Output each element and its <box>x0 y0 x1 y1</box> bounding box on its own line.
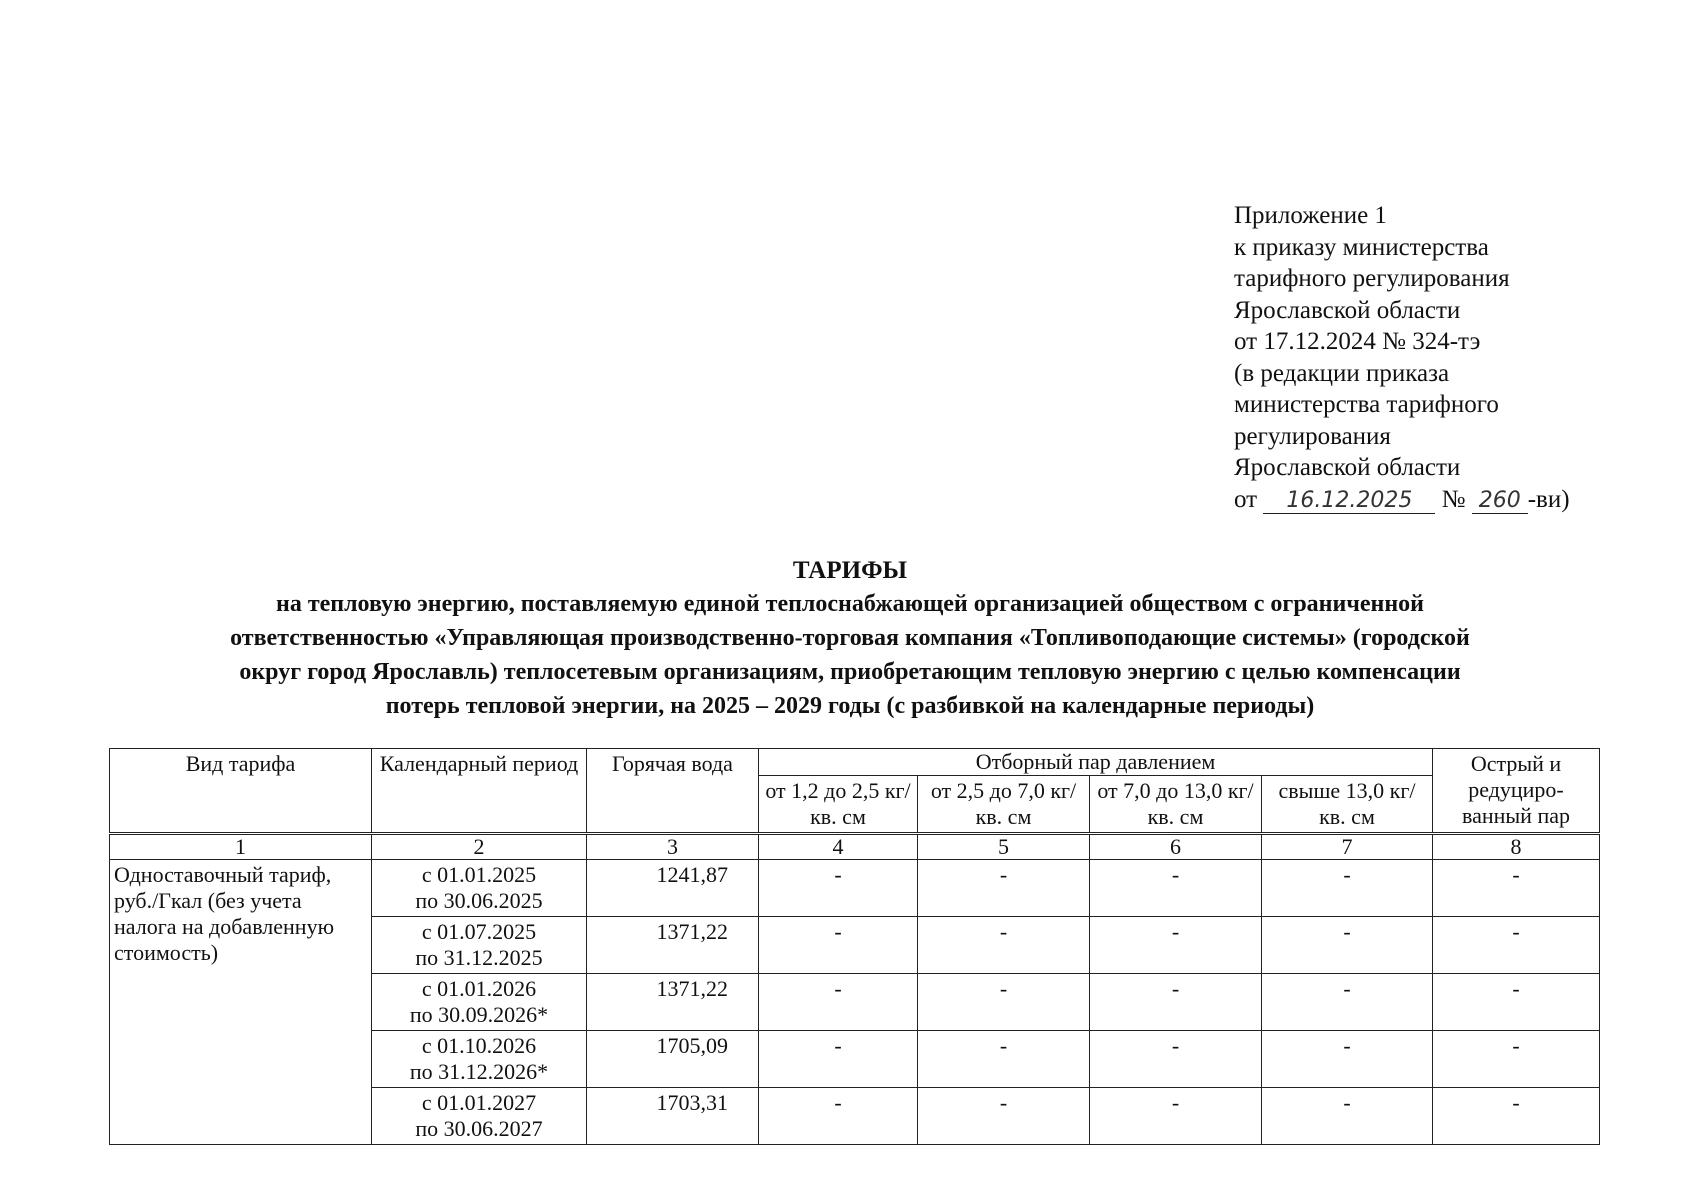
period-cell <box>372 917 587 974</box>
annex-line: регулирования <box>1234 422 1391 450</box>
title-subtitle-line: ответственностью «Управляющая производственно-торговая компания «Топливоподающие системы» (городской <box>230 625 1470 651</box>
annex-line: Ярославской области <box>1234 454 1461 481</box>
column-number: 7 <box>1262 834 1433 860</box>
handwritten-number: 260 <box>1472 489 1528 514</box>
column-number: 1 <box>110 834 372 860</box>
header-steam-2: от 2,5 до 7,0 кг/ кв. см <box>918 776 1090 834</box>
annex-line: Ярославской области <box>1234 296 1461 324</box>
steam-4-value: - <box>1262 917 1433 974</box>
header-sharp-steam: Острый и редуциро-ванный пар <box>1433 749 1600 834</box>
period-from: с 01.01.2026 <box>421 976 537 1001</box>
annex-line: Приложение 1 <box>1234 202 1387 229</box>
steam-1-value: - <box>759 1088 918 1145</box>
sharp-steam-value: - <box>1433 1031 1600 1088</box>
steam-1-value: - <box>759 1031 918 1088</box>
column-number-row <box>110 834 1600 860</box>
title-subtitle-line: на тепловую энергию, поставляемую единой теплоснабжающей организацией обществом с ограниченной <box>275 591 1424 617</box>
steam-1-value: - <box>759 860 918 917</box>
steam-2-value: - <box>918 1031 1090 1088</box>
annex-suffix: -ви) <box>1527 485 1570 513</box>
steam-4-value: - <box>1262 974 1433 1031</box>
steam-3-value: - <box>1090 974 1262 1031</box>
annex-line: от 17.12.2024 № 324-тэ <box>1234 328 1481 355</box>
header-row <box>110 749 1600 776</box>
title-heading: ТАРИФЫ <box>792 557 908 584</box>
annex-line: к приказу министерства <box>1234 233 1489 261</box>
column-number: 5 <box>918 834 1090 860</box>
header-hot-water: Горячая вода <box>587 749 759 834</box>
steam-3-value: - <box>1090 917 1262 974</box>
title-subtitle-line: округ город Ярославль) теплосетевым организациям, приобретающим тепловую энергию с целью компенсации <box>239 659 1461 685</box>
annex-note <box>1234 200 1570 515</box>
period-from: с 01.10.2026 <box>421 1033 537 1058</box>
annex-line: (в редакции приказа <box>1234 359 1450 387</box>
annex-line: тарифного регулирования <box>1234 265 1510 292</box>
period-from: с 01.07.2025 <box>421 919 537 944</box>
steam-3-value: - <box>1090 860 1262 917</box>
period-to: по 30.06.2025 <box>415 888 543 913</box>
column-number: 6 <box>1090 834 1262 860</box>
period-to: по 30.06.2027 <box>415 1116 543 1141</box>
period-cell <box>372 974 587 1031</box>
annex-edition-line <box>1234 484 1570 516</box>
steam-2-value: - <box>918 974 1090 1031</box>
hot-water-value: 1703,31 <box>587 1088 759 1145</box>
column-number: 4 <box>759 834 918 860</box>
sharp-steam-value: - <box>1433 917 1600 974</box>
steam-4-value: - <box>1262 1031 1433 1088</box>
header-steam-4: свыше 13,0 кг/ кв. см <box>1262 776 1433 834</box>
handwritten-date: 16.12.2025 <box>1263 489 1435 514</box>
hot-water-value: 1241,87 <box>587 860 759 917</box>
period-to: по 31.12.2026* <box>409 1059 549 1084</box>
period-to: по 31.12.2025 <box>415 945 543 970</box>
steam-2-value: - <box>918 917 1090 974</box>
period-cell <box>372 1088 587 1145</box>
hot-water-value: 1371,22 <box>587 974 759 1031</box>
steam-3-value: - <box>1090 1031 1262 1088</box>
header-steam-1: от 1,2 до 2,5 кг/ кв. см <box>759 776 918 834</box>
document-title <box>100 556 1600 722</box>
steam-1-value: - <box>759 974 918 1031</box>
period-to: по 30.09.2026* <box>409 1002 549 1027</box>
period-from: с 01.01.2025 <box>421 862 537 887</box>
sharp-steam-value: - <box>1433 974 1600 1031</box>
header-steam-group: Отборный пар давлением <box>759 749 1433 776</box>
header-period: Календарный период <box>372 749 587 834</box>
steam-1-value: - <box>759 917 918 974</box>
annex-prefix: от <box>1234 485 1264 513</box>
sharp-steam-value: - <box>1433 1088 1600 1145</box>
column-number: 2 <box>372 834 587 860</box>
steam-4-value: - <box>1262 860 1433 917</box>
header-kind: Вид тарифа <box>110 749 372 834</box>
period-cell <box>372 1031 587 1088</box>
header-steam-3: от 7,0 до 13,0 кг/ кв. см <box>1090 776 1262 834</box>
period-from: с 01.01.2027 <box>421 1090 537 1115</box>
hot-water-value: 1705,09 <box>587 1031 759 1088</box>
table-row <box>110 860 1600 917</box>
column-number: 8 <box>1433 834 1600 860</box>
hot-water-value: 1371,22 <box>587 917 759 974</box>
tariff-table <box>109 748 1600 1145</box>
sharp-steam-value: - <box>1433 860 1600 917</box>
steam-2-value: - <box>918 860 1090 917</box>
steam-2-value: - <box>918 1088 1090 1145</box>
steam-4-value: - <box>1262 1088 1433 1145</box>
column-number: 3 <box>587 834 759 860</box>
annex-line: министерства тарифного <box>1234 391 1499 418</box>
steam-3-value: - <box>1090 1088 1262 1145</box>
title-subtitle-line: потерь тепловой энергии, на 2025 – 2029 годы (с разбивкой на календарные периоды) <box>385 693 1315 719</box>
annex-number-sign: № <box>1435 485 1472 513</box>
period-cell <box>372 860 587 917</box>
tariff-kind-cell: Одноставочный тариф, руб./Гкал (без учета налога на добавленную стоимость) <box>110 860 372 1145</box>
